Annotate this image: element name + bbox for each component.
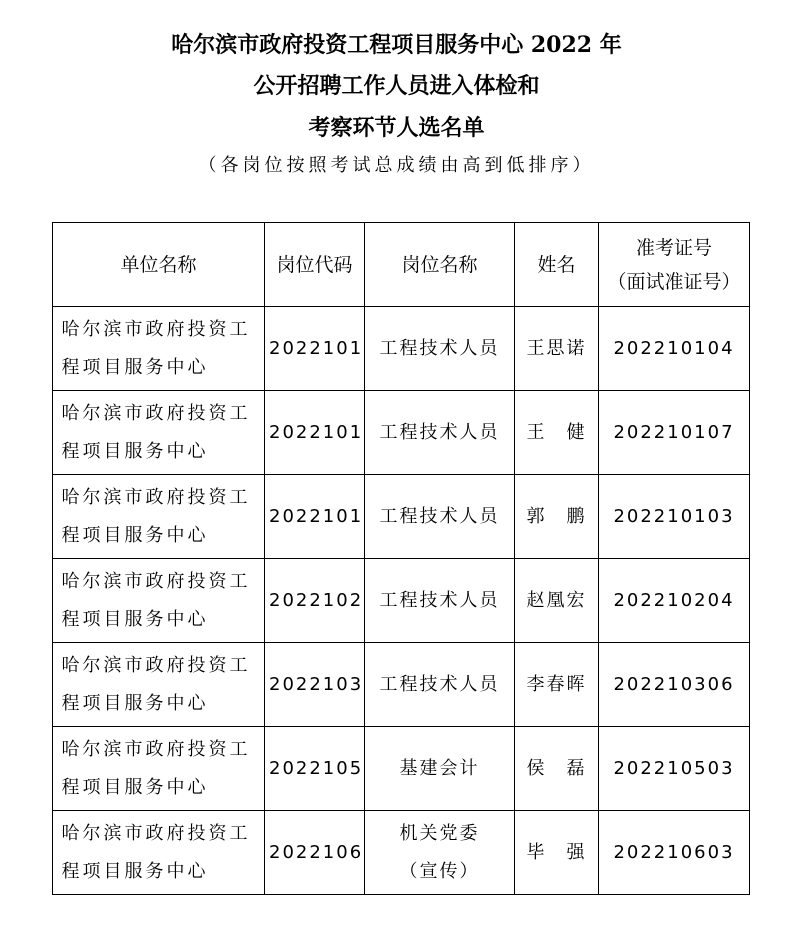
cell-unit	[53, 811, 265, 895]
cell-ticket: 202210107	[599, 391, 750, 475]
column-header-unit: 单位名称	[53, 223, 265, 307]
table-row	[53, 643, 750, 727]
column-header-post-code: 岗位代码	[265, 223, 365, 307]
post-name-line-2: （宣传）	[399, 860, 480, 882]
page-title-line-1: 哈尔滨市政府投资工程项目服务中心 2022 年	[171, 32, 622, 58]
table-row	[53, 391, 750, 475]
table-row	[53, 559, 750, 643]
cell-name: 毕 强	[515, 811, 599, 895]
table-row	[53, 811, 750, 895]
cell-name: 赵凰宏	[515, 559, 599, 643]
unit-text: 哈尔滨市政府投资工程项目服务中心	[61, 738, 251, 798]
column-header-ticket-line-1: 准考证号	[635, 236, 712, 259]
cell-post-name: 基建会计	[365, 727, 515, 811]
cell-unit	[53, 391, 265, 475]
cell-ticket: 202210306	[599, 643, 750, 727]
cell-post-name: 工程技术人员	[365, 307, 515, 391]
cell-post-name: 工程技术人员	[365, 643, 515, 727]
unit-text: 哈尔滨市政府投资工程项目服务中心	[61, 402, 251, 462]
unit-text: 哈尔滨市政府投资工程项目服务中心	[61, 570, 251, 630]
cell-post-code: 2022103	[265, 643, 365, 727]
cell-post-code: 2022101	[265, 307, 365, 391]
cell-name: 王思诺	[515, 307, 599, 391]
cell-unit	[53, 643, 265, 727]
cell-ticket: 202210104	[599, 307, 750, 391]
cell-post-code: 2022106	[265, 811, 365, 895]
column-header-ticket	[599, 223, 750, 307]
unit-text: 哈尔滨市政府投资工程项目服务中心	[61, 318, 251, 378]
table-header-row	[53, 223, 750, 307]
table-row	[53, 727, 750, 811]
page-title-line-2: 公开招聘工作人员进入体检和	[253, 73, 540, 99]
cell-post-name: 工程技术人员	[365, 475, 515, 559]
cell-ticket: 202210103	[599, 475, 750, 559]
column-header-name: 姓名	[515, 223, 599, 307]
cell-unit	[53, 727, 265, 811]
unit-text: 哈尔滨市政府投资工程项目服务中心	[61, 654, 251, 714]
table-row	[53, 307, 750, 391]
cell-post-name: 工程技术人员	[365, 559, 515, 643]
candidate-table	[52, 222, 750, 895]
page-title-line-3: 考察环节人选名单	[308, 115, 485, 141]
unit-text: 哈尔滨市政府投资工程项目服务中心	[61, 822, 251, 882]
cell-unit	[53, 307, 265, 391]
cell-post-name: 工程技术人员	[365, 391, 515, 475]
unit-text: 哈尔滨市政府投资工程项目服务中心	[61, 486, 251, 546]
cell-unit	[53, 559, 265, 643]
cell-name: 侯 磊	[515, 727, 599, 811]
cell-post-code: 2022101	[265, 475, 365, 559]
cell-unit	[53, 475, 265, 559]
post-name-line-1: 机关党委	[399, 822, 480, 844]
cell-post-code: 2022102	[265, 559, 365, 643]
cell-ticket: 202210603	[599, 811, 750, 895]
column-header-post-name: 岗位名称	[365, 223, 515, 307]
cell-post-name	[365, 811, 515, 895]
cell-ticket: 202210204	[599, 559, 750, 643]
cell-name: 王 健	[515, 391, 599, 475]
table-row	[53, 475, 750, 559]
cell-name: 郭 鹏	[515, 475, 599, 559]
cell-name: 李春晖	[515, 643, 599, 727]
column-header-ticket-line-2: （面试准证号）	[607, 270, 741, 293]
cell-ticket: 202210503	[599, 727, 750, 811]
cell-post-code: 2022101	[265, 391, 365, 475]
cell-post-code: 2022105	[265, 727, 365, 811]
sort-note: （各岗位按照考试总成绩由高到低排序）	[198, 155, 595, 176]
